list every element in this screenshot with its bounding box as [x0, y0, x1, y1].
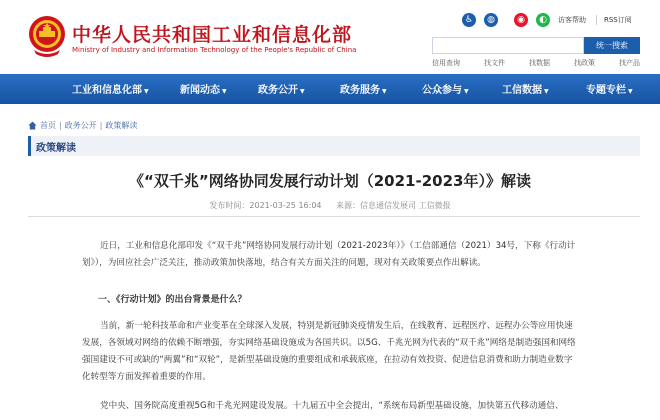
nav-item-news[interactable] [180, 81, 227, 96]
quick-link[interactable]: 找产品 [619, 59, 640, 67]
section-heading: 一、《行动计划》的出台背景是什么？ [98, 295, 247, 305]
nav-item-services[interactable] [340, 81, 387, 96]
nav-item-participation[interactable] [422, 81, 469, 96]
quick-link[interactable]: 信用查询 [432, 59, 460, 67]
divider [28, 216, 640, 217]
chevron-down-icon: ▼ [464, 88, 469, 95]
chevron-down-icon: ▼ [144, 88, 149, 95]
national-emblem-icon[interactable] [28, 14, 66, 58]
article-source: 来源：信息通信发展司 工信微报 [336, 201, 451, 210]
breadcrumb [28, 120, 137, 131]
accessibility-icon[interactable]: ♿ [462, 12, 476, 28]
chevron-down-icon: ▼ [544, 88, 549, 95]
visitor-help-link[interactable] [558, 12, 586, 28]
breadcrumb-policy[interactable]: 政策解读 [105, 121, 138, 130]
quick-link[interactable]: 找数据 [529, 59, 550, 67]
site-title[interactable]: 中华人民共和国工业和信息化部 [72, 24, 353, 46]
chevron-down-icon: ▼ [382, 88, 387, 95]
nav-item-label: 专题专栏 [586, 85, 626, 96]
article-title: 《“双千兆”网络协同发展行动计划（2021-2023年）》解读 [129, 172, 531, 190]
nav-item-label: 工业和信息化部 [72, 85, 142, 96]
chevron-down-icon: ▼ [628, 88, 633, 95]
nav-item-label: 公众参与 [422, 85, 462, 96]
nav-item-data[interactable] [502, 81, 549, 96]
elderly-icon[interactable]: ◍ [484, 12, 498, 28]
quick-link[interactable]: 找政策 [574, 59, 595, 67]
nav-item-label: 新闻动态 [180, 85, 220, 96]
rss-link[interactable] [604, 12, 632, 28]
article-meta [0, 200, 660, 211]
search-input[interactable] [432, 37, 584, 54]
main-nav [0, 74, 660, 104]
breadcrumb-home[interactable]: 首页 [40, 121, 56, 130]
nav-item-public-affairs[interactable] [258, 81, 305, 96]
home-icon [28, 121, 37, 130]
publish-date: 发布时间：2021-03-25 16:04 [209, 201, 322, 210]
rss-label: RSS订阅 [604, 16, 632, 24]
wechat-icon[interactable]: ◐ [536, 12, 550, 28]
nav-item-label: 政务服务 [340, 85, 380, 96]
nav-item-ministry[interactable] [72, 81, 149, 96]
nav-item-label: 工信数据 [502, 85, 542, 96]
nav-item-label: 政务公开 [258, 85, 298, 96]
section-title: 政策解读 [36, 143, 76, 154]
article-paragraph: 当前，新一轮科技革命和产业变革在全球深入发展，特别是新冠肺炎疫情发生后，在线教育、远程医疗、远程办公等应用快速发展，各领域对网络的依赖不断增强，夯实网络基础设施成为各国共识。以5G、千兆光网为代表的“双千兆”网络是制造强国和网络强国建设不可或缺的“两翼”和“双轮”，是新型基础设施的重要组成和承载底座，在拉动有效投资、促进信息消费和助力制造业数字化转型等方面发挥着重要的作用。 [82, 321, 576, 382]
weibo-icon[interactable]: ◉ [514, 12, 528, 28]
visitor-help-label: 访客帮助 [558, 16, 586, 24]
article-paragraph: 党中央、国务院高度重视5G和千兆光网建设发展。十九届五中全会提出，“系统布局新型基础设施，加快第五代移动通信、 [100, 401, 564, 411]
chevron-down-icon: ▼ [300, 88, 305, 95]
quick-links [432, 58, 640, 68]
breadcrumb-public-affairs[interactable]: 政务公开 [64, 121, 97, 130]
site-header [0, 0, 660, 72]
nav-item-topics[interactable] [586, 81, 633, 96]
breadcrumb-separator: | [59, 121, 62, 130]
search-button[interactable]: 统一搜索 [584, 37, 640, 54]
divider [596, 12, 597, 28]
quick-link[interactable]: 找文件 [484, 59, 505, 67]
breadcrumb-separator: | [99, 121, 103, 130]
site-subtitle: Ministry of Industry and Information Technology of the People's Republic of China [72, 46, 357, 54]
chevron-down-icon: ▼ [222, 88, 227, 95]
section-bar [28, 136, 640, 156]
article-paragraph: 近日，工业和信息化部印发《“双千兆”网络协同发展行动计划（2021-2023年）》（工信部通信（2021）34号，下称《行动计划》），为回应社会广泛关注，推动政策加快落地，结合有关方面关注的问题，现对有关政策要点作出解读。 [82, 241, 576, 268]
